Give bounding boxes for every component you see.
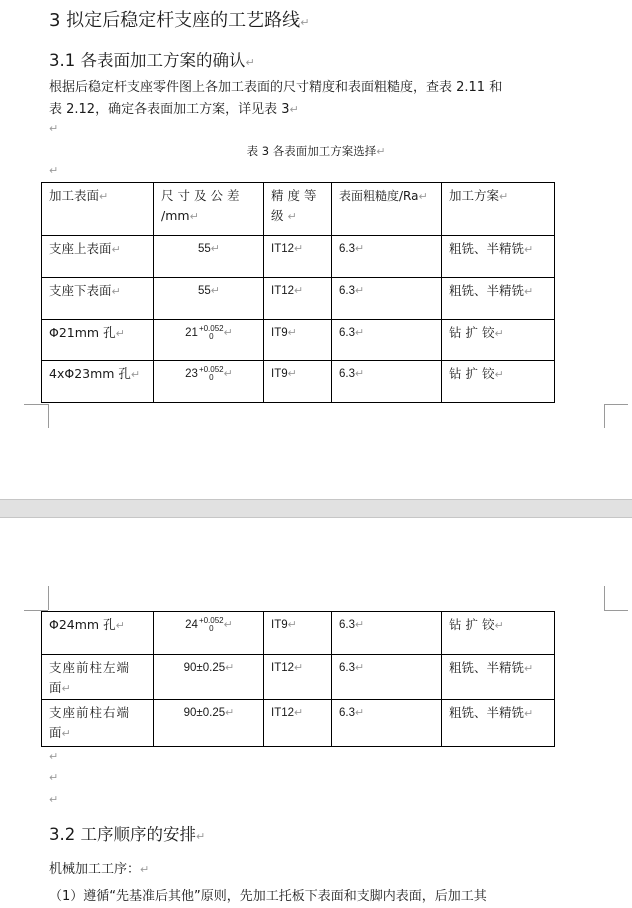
table-row: [42, 236, 555, 278]
crop-mark-top-right: [604, 586, 628, 611]
header-tolerance: 尺寸及公差 /mm↵: [154, 183, 264, 236]
empty-paragraph-mark: ↵: [49, 750, 59, 763]
cell-dimension: 24 +0.052 0 ↵: [154, 612, 264, 655]
cell-grade: IT12↵: [264, 700, 332, 747]
cell-roughness: 6.3↵: [332, 361, 442, 403]
cell-dimension: 21 +0.052 0 ↵: [154, 320, 264, 361]
empty-paragraph-mark: ↵: [49, 122, 59, 135]
cell-grade: IT12↵: [264, 278, 332, 320]
cell-roughness: 6.3↵: [332, 700, 442, 747]
empty-paragraph-mark: ↵: [49, 793, 59, 806]
page-separator: [0, 499, 632, 518]
crop-mark-bottom-right: [604, 404, 629, 428]
cell-method: 粗铣、半精铣↵: [442, 236, 555, 278]
cell-method: 钻 扩 铰↵: [442, 361, 555, 403]
cell-dimension: 55↵: [154, 236, 264, 278]
header-method: 加工方案↵: [442, 183, 555, 236]
section-heading-3-2: 3.2 工序顺序的安排↵: [49, 825, 206, 844]
cell-method: 粗铣、半精铣↵: [442, 278, 555, 320]
cell-roughness: 6.3↵: [332, 278, 442, 320]
table-header-row: [42, 183, 555, 236]
section-heading-3-1: 3.1 各表面加工方案的确认↵: [49, 51, 255, 70]
cell-grade: IT12↵: [264, 655, 332, 700]
cell-dimension: 90±0.25↵: [154, 700, 264, 747]
cell-surface: 支座前柱左端 面↵: [42, 655, 154, 700]
cell-dimension: 55↵: [154, 278, 264, 320]
header-grade: 精度等 级↵: [264, 183, 332, 236]
cell-surface: 支座前柱右端 面↵: [42, 700, 154, 747]
cell-dimension: 90±0.25↵: [154, 655, 264, 700]
cell-grade: IT9↵: [264, 320, 332, 361]
intro-paragraph-line1: 根据后稳定杆支座零件图上各加工表面的尺寸精度和表面粗糙度，查表 2.11 和: [49, 80, 503, 95]
crop-mark-top-left: [24, 586, 48, 611]
table-row: [42, 612, 555, 655]
cell-roughness: 6.3↵: [332, 320, 442, 361]
table-row: [42, 655, 555, 700]
process-table-part1: [41, 182, 555, 403]
cell-method: 钻 扩 铰↵: [442, 320, 555, 361]
table-caption: 表 3 各表面加工方案选择↵: [246, 144, 386, 158]
table-row: [42, 361, 555, 403]
cell-method: 粗铣、半精铣↵: [442, 700, 555, 747]
cell-method: 粗铣、半精铣↵: [442, 655, 555, 700]
cell-surface: 4xΦ23mm 孔↵: [42, 361, 154, 403]
section-heading-3: 3 拟定后稳定杆支座的工艺路线↵: [49, 10, 310, 31]
cell-grade: IT9↵: [264, 361, 332, 403]
empty-paragraph-mark: ↵: [49, 771, 59, 784]
cell-roughness: 6.3↵: [332, 236, 442, 278]
empty-paragraph-mark: ↵: [49, 164, 59, 177]
cell-surface: 支座上表面↵: [42, 236, 154, 278]
cell-surface: 支座下表面↵: [42, 278, 154, 320]
table-row: [42, 700, 555, 747]
cell-surface: Φ21mm 孔↵: [42, 320, 154, 361]
cell-roughness: 6.3↵: [332, 655, 442, 700]
cell-dimension: 23 +0.052 0 ↵: [154, 361, 264, 403]
cell-roughness: 6.3↵: [332, 612, 442, 655]
cell-grade: IT9↵: [264, 612, 332, 655]
cell-method: 钻 扩 铰↵: [442, 612, 555, 655]
rule-paragraph: （1）遵循“先基准后其他”原则，先加工托板下表面和支脚内表面，后加工其: [49, 889, 487, 904]
header-surface: 加工表面↵: [42, 183, 154, 236]
process-table-part2: [41, 611, 555, 747]
header-roughness: 表面粗糙度/Ra↵: [332, 183, 442, 236]
cell-grade: IT12↵: [264, 236, 332, 278]
table-row: [42, 278, 555, 320]
cell-surface: Φ24mm 孔↵: [42, 612, 154, 655]
crop-mark-bottom-left: [24, 404, 49, 428]
crop-mark-bottom-right: [604, 380, 628, 405]
machining-label: 机械加工工序：↵: [49, 862, 150, 877]
intro-paragraph-line2: 表 2.12，确定各表面加工方案，详见表 3↵: [49, 102, 299, 117]
table-row: [42, 320, 555, 361]
crop-mark-bottom-left: [24, 380, 48, 405]
